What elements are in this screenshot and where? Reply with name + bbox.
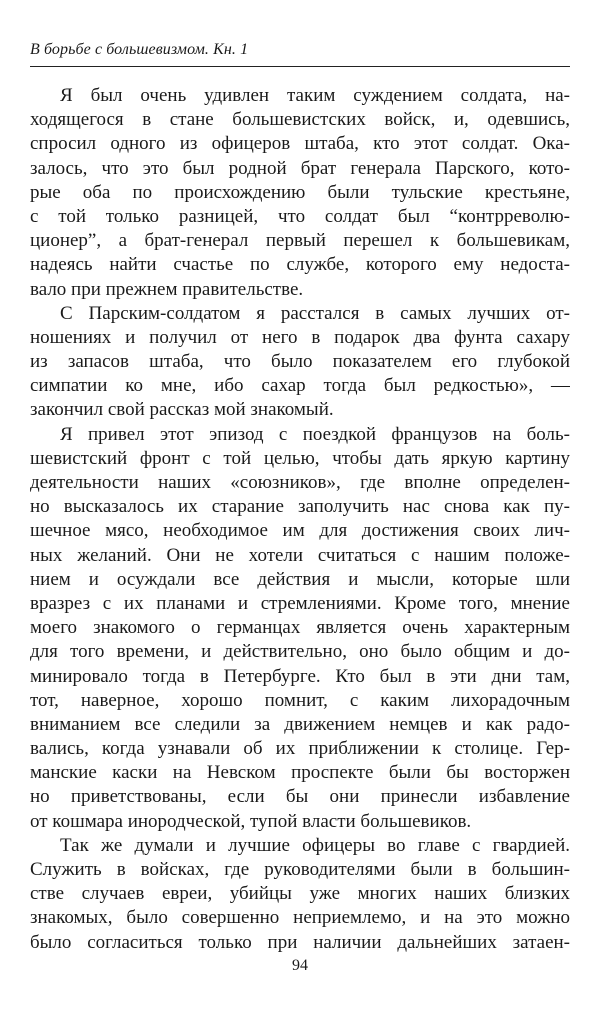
header-rule [30, 66, 570, 67]
text-line: рые оба по происхождению были тульские крестьяне, [30, 181, 570, 203]
text-line: надеясь найти счастье по службе, которого ему недоста- [30, 254, 570, 276]
text-line: было согласиться только при наличии дальнейших затаен- [30, 931, 570, 953]
text-line: из запасов штаба, что было показателем его глубокой [30, 351, 570, 373]
paragraph [30, 423, 570, 834]
text-line: шевистский фронт с той целью, чтобы дать яркую картину [30, 447, 570, 469]
text-line: ционер”, а брат-генерал первый перешел к большевикам, [30, 230, 570, 252]
text-line: залось, что это был родной брат генерала Парского, кото- [30, 157, 570, 179]
text-line: вразрез с их планами и стремлениями. Кроме того, мнение [30, 592, 570, 614]
text-line: тот, наверное, хорошо помнит, с каким лихорадочным [30, 689, 570, 711]
text-line: С Парским-солдатом я расстался в самых лучших от- [60, 302, 570, 324]
text-line: ношениях и получил от него в подарок два фунта сахару [30, 326, 570, 348]
running-head: В борьбе с большевизмом. Кн. 1 [30, 41, 249, 58]
paragraph [30, 302, 570, 423]
paragraph [30, 834, 570, 955]
text-line: минировало тогда в Петербурге. Кто был в эти дни там, [30, 665, 570, 687]
text-line: но высказалось их старание заполучить нас снова как пу- [30, 496, 570, 518]
page-number: 94 [292, 957, 308, 974]
paragraph [30, 84, 570, 302]
text-line: но приветствованы, если бы они принесли избавление [30, 786, 570, 808]
body-text [30, 84, 570, 955]
text-line: знакомых, было совершенно неприемлемо, и на это можно [30, 907, 570, 929]
text-line: Я привел этот эпизод с поездкой французов на боль- [60, 423, 570, 445]
text-line: вниманием все следили за движением немцев и как радо- [30, 713, 570, 735]
text-line: нием и осуждали все действия и мысли, которые шли [30, 568, 570, 590]
text-line: с той только разницей, что солдат был “контрреволю- [30, 205, 570, 227]
text-line: деятельности наших «союзников», где вполне определен- [30, 472, 570, 493]
text-line: вались, когда узнавали об их приближении к столице. Гер- [30, 738, 570, 760]
text-line: Служить в войсках, где руководителями были в большин- [30, 859, 570, 880]
text-line: спросил одного из офицеров штаба, кто этот солдат. Ока- [30, 133, 570, 155]
text-line: манские каски на Невском проспекте были бы восторжен [30, 762, 570, 784]
text-line: Так же думали и лучшие офицеры во главе с гвардией. [60, 834, 570, 856]
text-line: шечное мясо, необходимое им для достижения своих лич- [30, 520, 570, 542]
text-line: от кошмара инородческой, тупой власти большевиков. [30, 810, 472, 832]
text-line: вало при прежнем правительстве. [30, 278, 304, 300]
text-line: Я был очень удивлен таким суждением солдата, на- [60, 85, 570, 106]
text-line: ных желаний. Они не хотели считаться с нашим положе- [30, 544, 570, 566]
text-line: закончил свой рассказ мой знакомый. [30, 399, 334, 421]
text-line: ходящегося в стане большевистских войск, и, одевшись, [30, 109, 570, 131]
text-line: стве случаев евреи, убийцы уже многих наших близких [30, 883, 570, 905]
text-line: моего знакомого о германцах является очень характерным [30, 617, 570, 639]
text-line: симпатии ко мне, ибо сахар тогда был редкостью», — [30, 375, 570, 397]
text-line: для того времени, и действительно, оно было общим и до- [30, 641, 570, 663]
